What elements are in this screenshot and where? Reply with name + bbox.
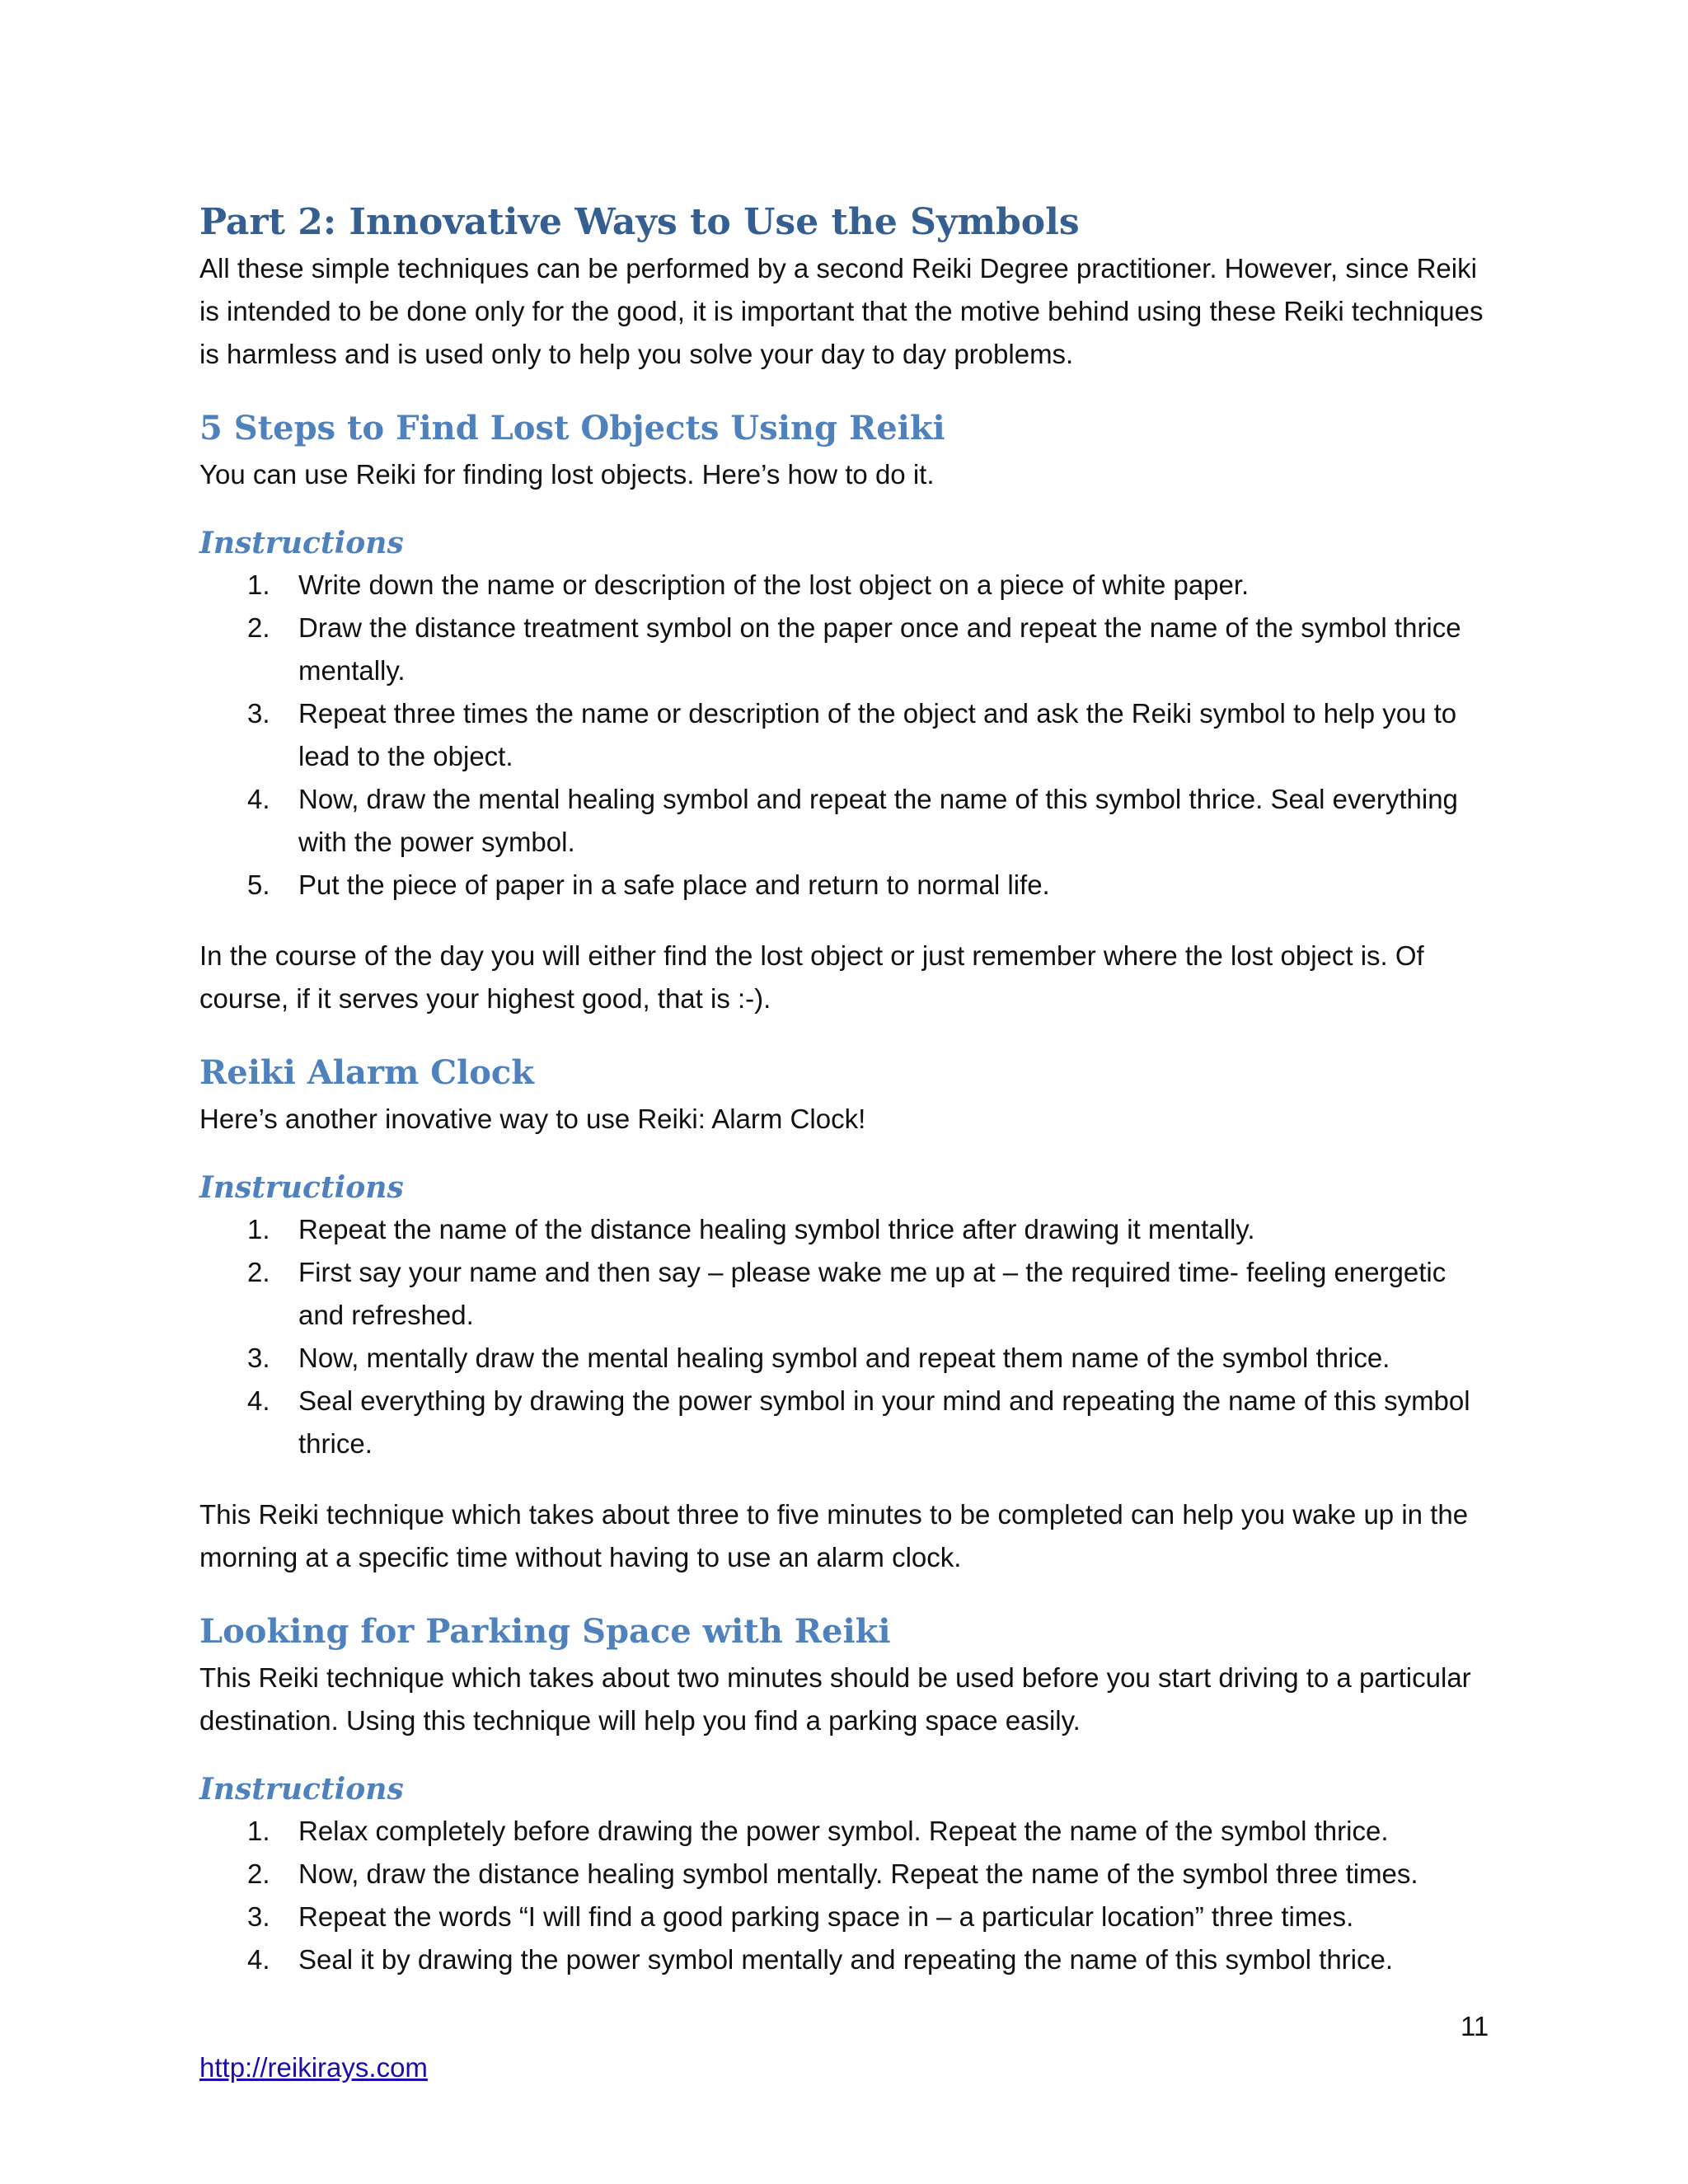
list-item: 3. Now, mentally draw the mental healing symbol and repeat them name of the symbol thrice. — [247, 1343, 1390, 1373]
section-heading-parking-space: Looking for Parking Space with Reiki — [199, 1612, 891, 1651]
list-item: 2. First say your name and then say – please wake me up at – the required time- feeling energetic and refreshed. — [247, 1257, 1447, 1330]
instructions-list — [199, 1208, 1493, 1465]
section-lead: You can use Reiki for finding lost objects. Here’s how to do it. — [199, 459, 935, 490]
list-item: 3. Repeat three times the name or description of the object and ask the Reiki symbol to help you to lead to the object. — [247, 698, 1457, 771]
intro-paragraph: All these simple techniques can be performed by a second Reiki Degree practitioner. However, since Reiki is intended to be done only for the good, it is important that the motive behind using these Reiki techniques is harmless and is used only to help you solve your day to day problems. — [199, 253, 1484, 369]
section-heading-alarm-clock: Reiki Alarm Clock — [199, 1053, 534, 1092]
page-content — [199, 198, 1493, 1981]
list-item: 3. Repeat the words “I will find a good parking space in – a particular location” three times. — [247, 1901, 1354, 1932]
list-item: 2. Now, draw the distance healing symbol mentally. Repeat the name of the symbol three times. — [247, 1858, 1418, 1889]
instructions-list — [199, 1810, 1493, 1981]
section-lead: Here’s another inovative way to use Reiki: Alarm Clock! — [199, 1104, 866, 1134]
list-item: 1. Repeat the name of the distance healing symbol thrice after drawing it mentally. — [247, 1214, 1255, 1244]
list-item: 4. Seal everything by drawing the power symbol in your mind and repeating the name of this symbol thrice. — [247, 1385, 1470, 1459]
section-heading-lost-objects: 5 Steps to Find Lost Objects Using Reiki — [199, 409, 945, 448]
section-closing: This Reiki technique which takes about three to five minutes to be completed can help you wake up in the morning at a specific time without having to use an alarm clock. — [199, 1499, 1469, 1572]
instructions-label: Instructions — [199, 1772, 404, 1807]
instructions-label: Instructions — [199, 1170, 404, 1205]
section-closing: In the course of the day you will either find the lost object or just remember where the lost object is. Of course, if it serves your highest good, that is :-). — [199, 940, 1424, 1014]
section-lead: This Reiki technique which takes about two minutes should be used before you start driving to a particular destination. Using this technique will help you find a parking space easily. — [199, 1662, 1471, 1736]
list-item: 4. Seal it by drawing the power symbol mentally and repeating the name of this symbol thrice. — [247, 1944, 1394, 1975]
instructions-label: Instructions — [199, 526, 404, 560]
list-item: 1. Relax completely before drawing the power symbol. Repeat the name of the symbol thrice. — [247, 1816, 1389, 1846]
page-title: Part 2: Innovative Ways to Use the Symbols — [199, 201, 1080, 243]
instructions-list — [199, 564, 1493, 907]
page-number: 11 — [1461, 2011, 1489, 2041]
footer-link[interactable]: http://reikirays.com — [199, 2052, 428, 2083]
list-item: 5. Put the piece of paper in a safe place and return to normal life. — [247, 869, 1050, 900]
list-item: 2. Draw the distance treatment symbol on the paper once and repeat the name of the symbol thrice mentally. — [247, 612, 1461, 686]
list-item: 4. Now, draw the mental healing symbol and repeat the name of this symbol thrice. Seal everything with the power symbol. — [247, 784, 1458, 857]
list-item: 1. Write down the name or description of the lost object on a piece of white paper. — [247, 569, 1250, 600]
